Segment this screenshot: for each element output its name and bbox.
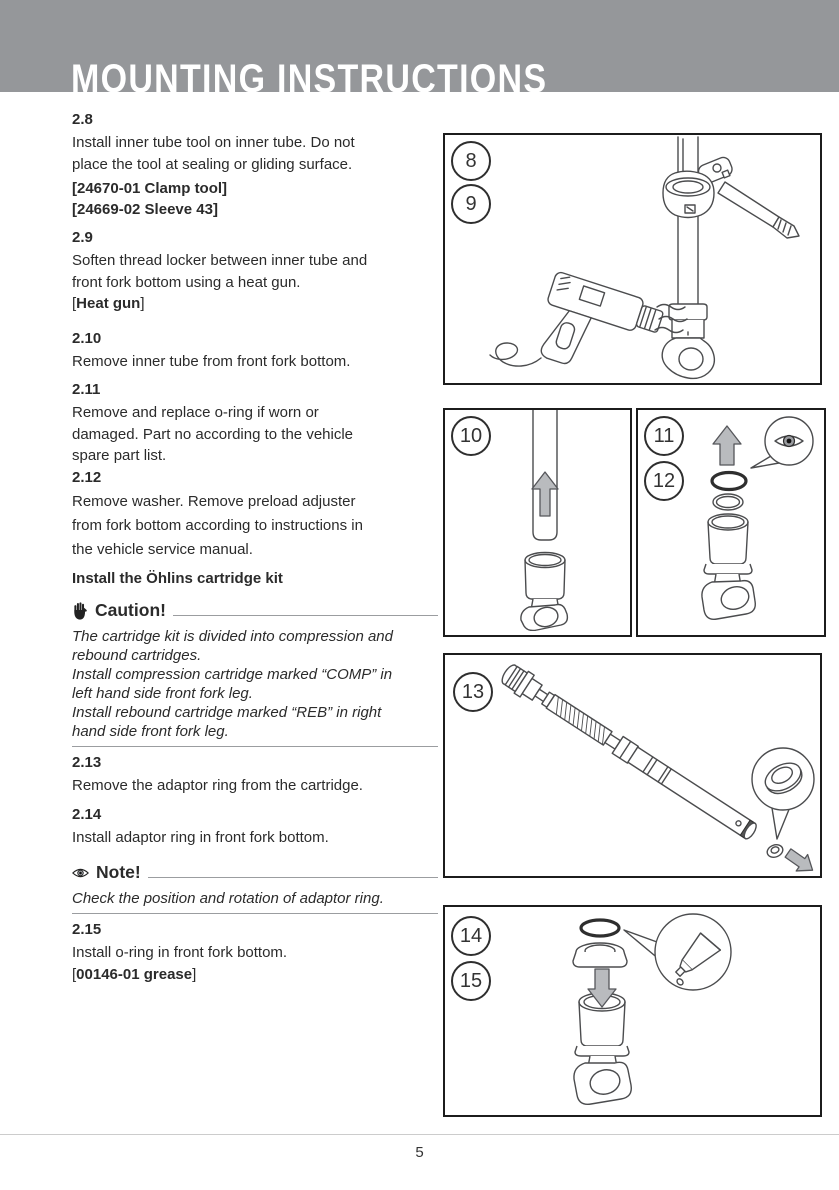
step-text-line: Remove washer. Remove preload adjuster bbox=[72, 493, 356, 510]
part-ref: [Heat gun] bbox=[72, 295, 145, 312]
fork-bottom-illustration bbox=[521, 553, 568, 631]
step-2-13 bbox=[72, 753, 438, 797]
step-number: 2.12 bbox=[72, 469, 102, 486]
step-number: 2.14 bbox=[72, 806, 102, 823]
rule-line bbox=[148, 877, 438, 878]
down-right-arrow-icon bbox=[782, 845, 818, 876]
step-number: 2.8 bbox=[72, 111, 93, 128]
grease-balloon bbox=[624, 914, 731, 990]
callout-11: 11 bbox=[644, 416, 684, 456]
page-number: 5 bbox=[415, 1144, 424, 1161]
figure-oring-inspection bbox=[636, 408, 826, 637]
note-text-line: Check the position and rotation of adaptor ring. bbox=[72, 890, 384, 907]
rule-line bbox=[72, 746, 438, 747]
page-title: MOUNTING INSTRUCTIONS bbox=[71, 57, 548, 101]
step-2-12 bbox=[72, 468, 438, 562]
footer-divider bbox=[0, 1134, 839, 1135]
step-2-14 bbox=[72, 805, 438, 849]
o-ring bbox=[581, 920, 619, 936]
step-text-line: damaged. Part no according to the vehicle bbox=[72, 425, 354, 443]
figure-clamp-and-heat-gun bbox=[443, 133, 822, 385]
adaptor-ring-small bbox=[765, 843, 784, 860]
step-2-9 bbox=[72, 228, 438, 316]
caution-text-line: Install compression cartridge marked “COMP” in bbox=[72, 666, 393, 683]
cartridge-illustration bbox=[498, 661, 760, 844]
caution-block bbox=[72, 600, 438, 747]
callout-9: 9 bbox=[451, 184, 491, 224]
callout-13: 13 bbox=[453, 672, 493, 712]
step-2-15 bbox=[72, 920, 438, 986]
step-text-line: place the tool at sealing or gliding surface. bbox=[72, 155, 353, 173]
rule-line bbox=[72, 913, 438, 914]
step-text-line: Remove inner tube from front fork bottom. bbox=[72, 353, 351, 370]
inspect-balloon bbox=[751, 417, 813, 468]
caution-text-line: rebound cartridges. bbox=[72, 647, 202, 664]
o-ring bbox=[712, 473, 746, 490]
step-text-line: Soften thread locker between inner tube and bbox=[72, 252, 368, 269]
step-text-line: spare part list. bbox=[72, 447, 167, 464]
step-number: 2.15 bbox=[72, 921, 102, 938]
step-number: 2.11 bbox=[72, 381, 101, 398]
step-2-11 bbox=[72, 380, 438, 467]
step-text-line: front fork bottom using a heat gun. bbox=[72, 273, 301, 291]
fork-bottom-illustration bbox=[662, 304, 714, 378]
callout-12: 12 bbox=[644, 461, 684, 501]
power-cord-illustration bbox=[490, 343, 541, 366]
up-arrow-icon bbox=[532, 472, 558, 516]
step-text-line: Install inner tube tool on inner tube. Do not bbox=[72, 134, 355, 151]
figure-install-oring-grease bbox=[443, 905, 822, 1117]
caution-text-line: left hand side front fork leg. bbox=[72, 685, 253, 702]
step-number: 2.10 bbox=[72, 330, 102, 347]
figure-remove-inner-tube bbox=[443, 408, 632, 637]
step-text-line: the vehicle service manual. bbox=[72, 541, 253, 558]
caution-text-line: The cartridge kit is divided into compression and bbox=[72, 628, 393, 645]
step-text-line: from fork bottom according to instructions in bbox=[72, 517, 363, 534]
step-text-line: Install adaptor ring in front fork bottom. bbox=[72, 829, 329, 846]
note-title: Note! bbox=[96, 862, 141, 882]
detail-balloon bbox=[752, 748, 814, 839]
part-ref: [24670-01 Clamp tool] bbox=[72, 180, 228, 197]
note-block bbox=[72, 862, 438, 914]
caution-title: Caution! bbox=[95, 600, 166, 620]
callout-15: 15 bbox=[451, 961, 491, 1001]
part-ref: [24669-02 Sleeve 43] bbox=[72, 201, 218, 218]
seal-ring bbox=[713, 494, 743, 510]
inner-tube-illustration bbox=[678, 137, 698, 311]
up-arrow-icon bbox=[713, 426, 741, 465]
step-number: 2.13 bbox=[72, 754, 102, 771]
callout-10: 10 bbox=[451, 416, 491, 456]
heat-gun-illustration bbox=[530, 271, 665, 383]
step-text-line: Install o-ring in front fork bottom. bbox=[72, 944, 288, 961]
step-text-line: Remove and replace o-ring if worn or bbox=[72, 404, 319, 421]
step-2-8 bbox=[72, 110, 438, 220]
figure-cartridge-adaptor-ring bbox=[443, 653, 822, 878]
callout-8: 8 bbox=[451, 141, 491, 181]
fork-bottom-illustration bbox=[574, 993, 631, 1104]
page-header-banner bbox=[0, 0, 839, 101]
rule-line bbox=[173, 615, 438, 616]
callout-14: 14 bbox=[451, 916, 491, 956]
step-2-10 bbox=[72, 329, 438, 373]
fork-bottom-illustration bbox=[702, 514, 755, 619]
caution-text-line: hand side front fork leg. bbox=[72, 723, 229, 740]
caution-hand-icon bbox=[72, 602, 88, 620]
step-text-line: Remove the adaptor ring from the cartridge. bbox=[72, 777, 363, 794]
part-ref: [00146-01 grease] bbox=[72, 965, 197, 983]
step-number: 2.9 bbox=[72, 229, 93, 246]
adaptor-ring-illustration bbox=[573, 943, 627, 967]
install-kit-heading: Install the Öhlins cartridge kit bbox=[72, 570, 283, 587]
note-eye-icon bbox=[72, 867, 89, 879]
caution-text-line: Install rebound cartridge marked “REB” in right bbox=[72, 704, 382, 721]
clamp-handle-illustration bbox=[718, 182, 799, 238]
